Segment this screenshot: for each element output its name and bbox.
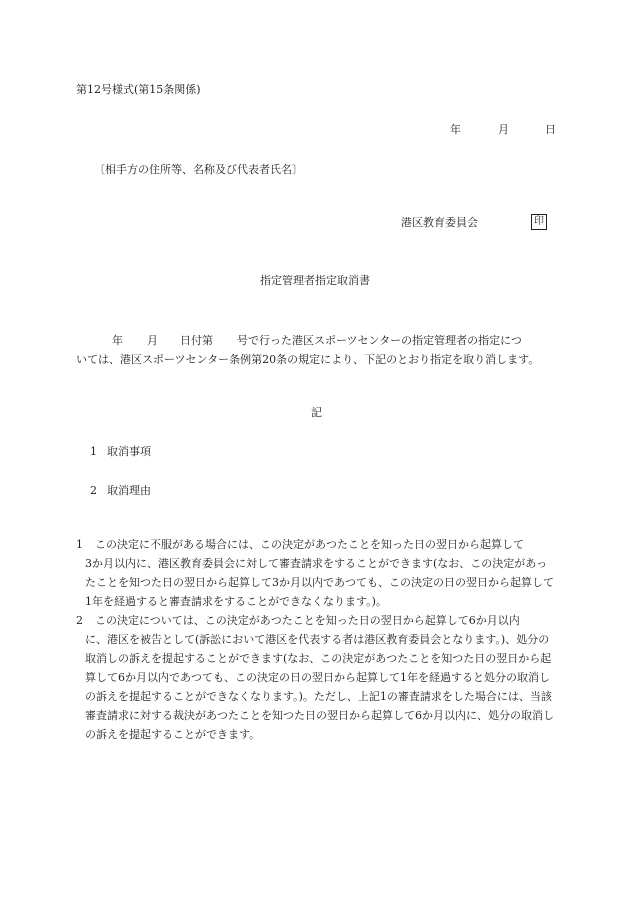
item-label: 取消事項 xyxy=(107,445,151,458)
note-first-line: この決定に不服がある場合には、この決定があつたことを知った日の翌日から起算して xyxy=(95,538,524,551)
recipient-placeholder: 〔相手方の住所等、名称及び代表者氏名〕 xyxy=(94,163,303,176)
note-text: に、港区を被告として(訴訟において港区を代表する者は港区教育委員会となります。)、処分の取消しの訴えを提起することができます(なお、この決定があつたことを知つた日の翌日から起算して6か月以内であつても、この決定の日の翌日から起算して1年を経過すると処分の取消しの訴えを提起することができなくなります。)。ただし、上記1の審査請求をした場合には、当該審査請求に対する裁決があつたことを知つた日の翌日から起算して6か月以内に、処分の取消しの訴えを提起することができます。 xyxy=(85,633,554,741)
body-paragraph xyxy=(76,331,558,369)
item-number: 2 xyxy=(90,484,97,497)
item-number: 1 xyxy=(90,445,97,458)
date-year: 年 xyxy=(450,123,461,136)
ki-heading: 記 xyxy=(311,406,322,419)
item-label: 取消理由 xyxy=(107,484,151,497)
note-first-line: この決定については、この決定があつたことを知った日の翌日から起算して6か月以内 xyxy=(95,614,520,627)
intro-day: 日付第 xyxy=(180,334,213,347)
note-number: 1 xyxy=(76,538,83,551)
date-day: 日 xyxy=(545,123,556,136)
note-number: 2 xyxy=(76,614,83,627)
intro-year: 年 xyxy=(112,334,123,347)
note-1 xyxy=(76,535,558,611)
intro-number: 号で行った港区スポーツセンターの指定管理者の指定につ xyxy=(237,334,522,347)
list-item xyxy=(90,485,151,496)
body-continuation: いては、港区スポーツセンター条例第20条の規定により、下記のとおり指定を取り消します。 xyxy=(76,353,540,366)
note-text: 3か月以内に、港区教育委員会に対して審査請求をすることができます(なお、この決定があったことを知つた日の翌日から起算して3か月以内であつても、この決定の日の翌日から起算して1年を経過すると審査請求をすることができなくなります。)。 xyxy=(85,557,554,608)
list-item xyxy=(90,446,151,457)
note-2 xyxy=(76,611,558,751)
date-month: 月 xyxy=(498,123,509,136)
intro-month: 月 xyxy=(147,334,158,347)
document-title: 指定管理者指定取消書 xyxy=(260,274,370,287)
issuer-name: 港区教育委員会 xyxy=(401,216,478,229)
seal-box: 印 xyxy=(531,214,547,230)
form-number: 第12号様式(第15条関係) xyxy=(76,83,201,96)
